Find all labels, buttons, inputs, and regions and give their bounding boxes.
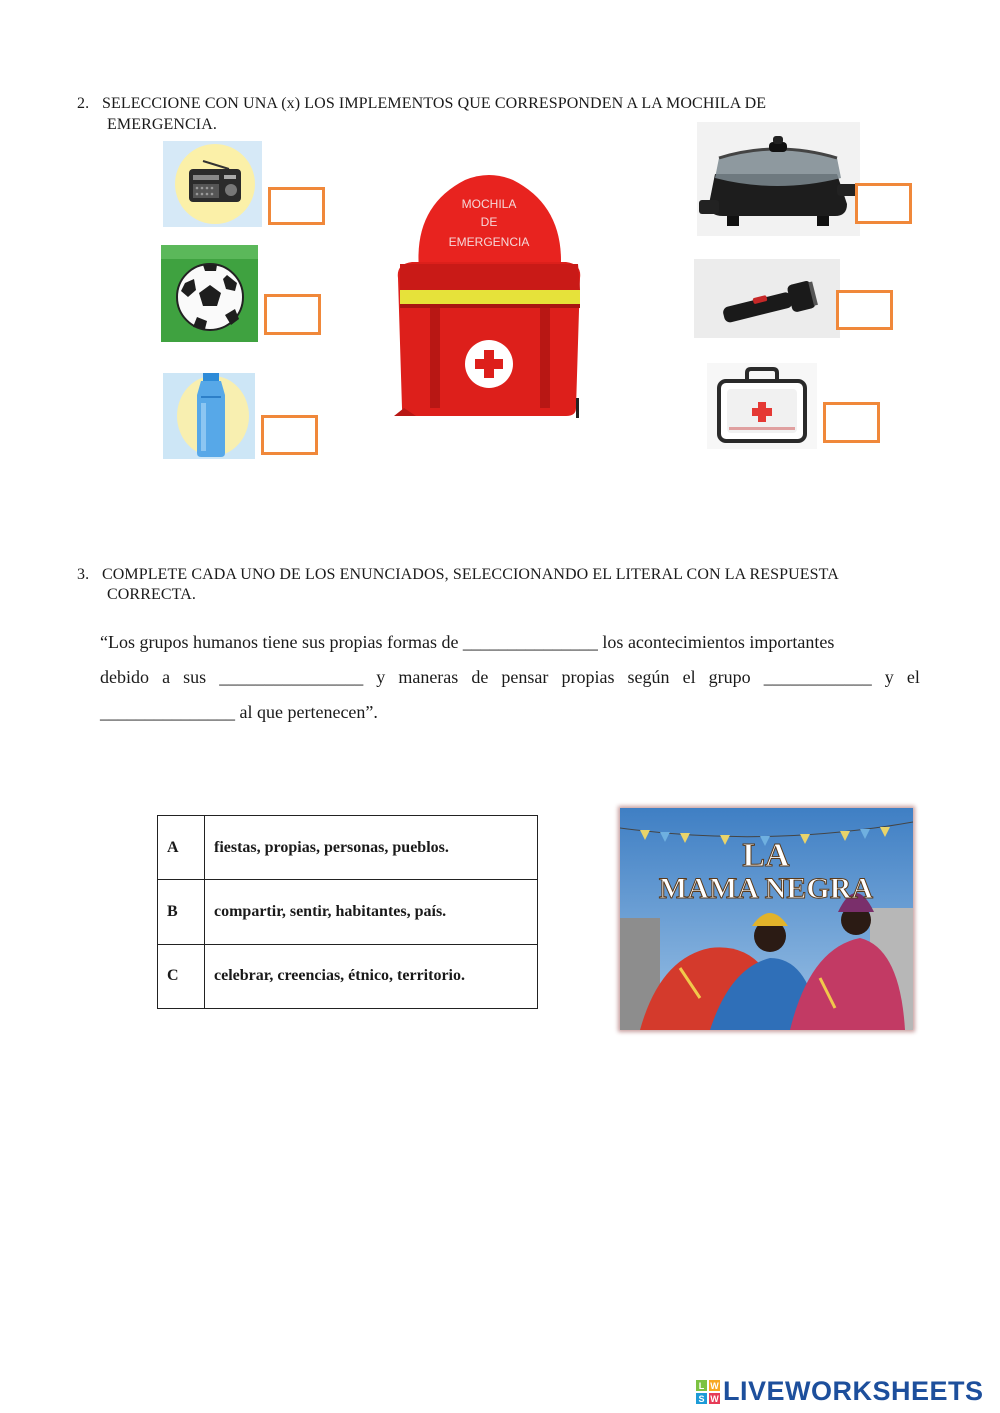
option-text: celebrar, creencias, étnico, territorio. (205, 944, 538, 1008)
option-text: fiestas, propias, personas, pueblos. (205, 816, 538, 880)
option-letter: C (158, 944, 205, 1008)
emergency-backpack-image (390, 168, 588, 418)
paragraph-line1: “Los grupos humanos tiene sus propias formas de _______________ los acontecimientos importantes (100, 632, 835, 652)
answer-options-table (157, 815, 538, 1009)
paragraph-blank: ____________ (763, 667, 872, 687)
mama-negra-title-line2: MAMA NEGRA (658, 872, 874, 905)
paragraph-line2 (100, 666, 920, 688)
liveworksheets-wordmark: LIVEWORKSHEETS (723, 1376, 984, 1406)
checkbox-first-aid-kit[interactable] (823, 402, 880, 443)
checkbox-soccer-ball[interactable] (264, 294, 321, 335)
liveworksheets-logo-icon (696, 1380, 720, 1404)
paragraph-word: maneras (398, 667, 459, 687)
q3-instruction-line1: COMPLETE CADA UNO DE LOS ENUNCIADOS, SELECCIONANDO EL LITERAL CON LA RESPUESTA (102, 566, 839, 583)
option-row-c[interactable] (158, 944, 538, 1008)
backpack-label-line3: EMERGENCIA (448, 235, 530, 249)
liveworksheets-logo[interactable] (696, 1376, 984, 1407)
paragraph-word: pensar (501, 667, 549, 687)
soccer-ball-image (161, 245, 258, 342)
mama-negra-photo (620, 808, 913, 1030)
flashlight-image (694, 259, 840, 338)
first-aid-kit-image (707, 363, 817, 449)
logo-tile-letter: W (710, 1380, 719, 1391)
paragraph-word: propias (561, 667, 615, 687)
radio-image (163, 141, 262, 227)
option-row-b[interactable] (158, 880, 538, 944)
paragraph-word: y (884, 667, 894, 687)
electric-skillet-image (697, 122, 860, 236)
paragraph-word: sus (183, 667, 207, 687)
checkbox-water-bottle[interactable] (261, 415, 318, 455)
option-row-a[interactable] (158, 816, 538, 880)
q2-instruction-line2: EMERGENCIA. (107, 116, 217, 133)
q2-number: 2. (77, 95, 90, 112)
paragraph-line3: _______________ al que pertenecen”. (100, 702, 378, 722)
mama-negra-title-line1: LA (742, 837, 790, 874)
q2-instruction-line1: SELECCIONE CON UNA (x) LOS IMPLEMENTOS QUE CORRESPONDEN A LA MOCHILA DE (102, 95, 767, 112)
checkbox-radio[interactable] (268, 187, 325, 225)
paragraph-word: el (682, 667, 696, 687)
paragraph-word: grupo (708, 667, 751, 687)
q3-instruction-line2: CORRECTA. (107, 586, 196, 603)
backpack-label-line1: MOCHILA (461, 197, 517, 211)
water-bottle-image (163, 373, 255, 459)
checkbox-electric-skillet[interactable] (855, 183, 912, 224)
paragraph-word: el (906, 667, 920, 687)
backpack-label-line2: DE (480, 215, 498, 229)
paragraph-word: debido (100, 667, 149, 687)
paragraph-word: de (471, 667, 489, 687)
logo-tile-letter: S (698, 1393, 705, 1404)
paragraph-word: y (376, 667, 386, 687)
q3-number: 3. (77, 566, 90, 583)
option-text: compartir, sentir, habitantes, país. (205, 880, 538, 944)
paragraph-blank: ________________ (219, 667, 364, 687)
paragraph-word: a (162, 667, 171, 687)
checkbox-flashlight[interactable] (836, 290, 893, 330)
option-letter: B (158, 880, 205, 944)
option-letter: A (158, 816, 205, 880)
paragraph-word: según (627, 667, 670, 687)
logo-tile-letter: W (710, 1393, 719, 1404)
logo-tile-letter: L (698, 1380, 705, 1391)
